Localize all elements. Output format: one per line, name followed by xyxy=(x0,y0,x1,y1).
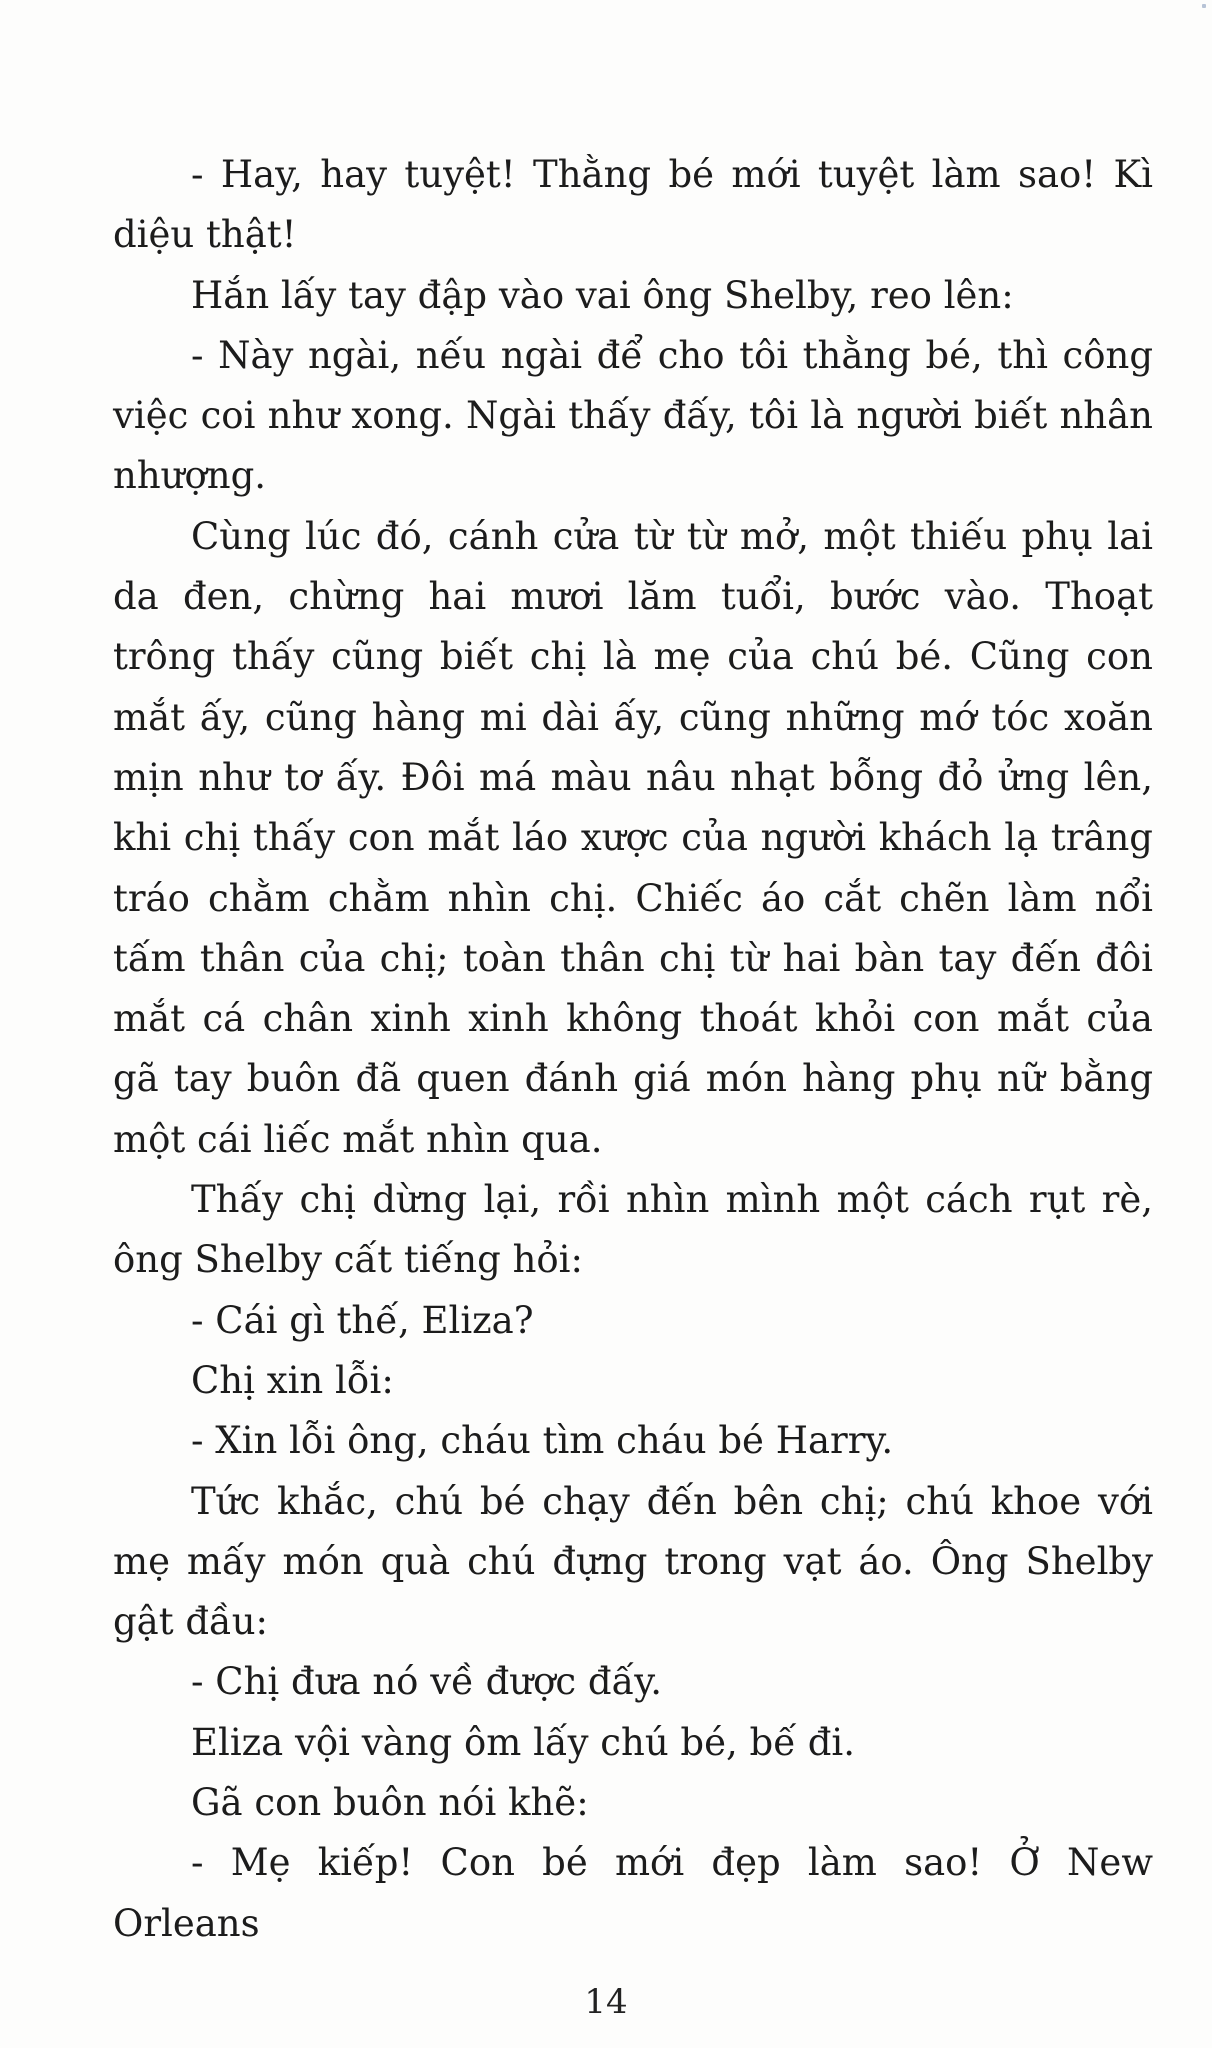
paragraph: Chị xin lỗi: xyxy=(191,1358,394,1402)
paragraph: Hắn lấy tay đập vào vai ông Shelby, reo lên: xyxy=(191,273,1014,317)
paragraph: - Xin lỗi ông, cháu tìm cháu bé Harry. xyxy=(191,1419,894,1463)
paragraph: Thấy chị dừng lại, rồi nhìn mình một cách rụt rè, ông Shelby cất tiếng hỏi: xyxy=(113,1178,1153,1282)
paragraph: - Cái gì thế, Eliza? xyxy=(191,1298,534,1342)
paragraph: Cùng lúc đó, cánh cửa từ từ mở, một thiếu phụ lai da đen, chừng hai mươi lăm tuổi, bước vào. Thoạt trông thấy cũng biết chị là mẹ của chú bé. Cũng con mắt ấy, cũng hàng mi dài ấy, cũng những mớ tóc xoăn mịn như tơ ấy. Đôi má màu nâu nhạt bỗng đỏ ửng lên, khi chị thấy con mắt láo xược của người khách lạ trâng tráo chằm chằm nhìn chị. Chiếc áo cắt chẽn làm nổi tấm thân của chị; toàn thân chị từ hai bàn tay đến đôi mắt cá chân xinh xinh không thoát khỏi con mắt của gã tay buôn đã quen đánh giá món hàng phụ nữ bằng một cái liếc mắt nhìn qua. xyxy=(113,514,1153,1161)
page-number: 14 xyxy=(584,1982,628,2022)
paragraph: - Hay, hay tuyệt! Thằng bé mới tuyệt làm sao! Kì diệu thật! xyxy=(113,153,1153,257)
paragraph: Eliza vội vàng ôm lấy chú bé, bế đi. xyxy=(191,1720,856,1764)
paragraph: - Mẹ kiếp! Con bé mới đẹp làm sao! Ở New Orleans xyxy=(113,1841,1153,1945)
paragraph: - Chị đưa nó về được đấy. xyxy=(191,1660,663,1704)
paragraph: - Này ngài, nếu ngài để cho tôi thằng bé, thì công việc coi như xong. Ngài thấy đấy, tôi là người biết nhân nhượng. xyxy=(113,333,1153,498)
body-text xyxy=(113,145,1153,1954)
paragraph: Tức khắc, chú bé chạy đến bên chị; chú khoe với mẹ mấy món quà chú đựng trong vạt áo. Ông Shelby gật đầu: xyxy=(113,1479,1153,1644)
corner-mark xyxy=(1202,4,1206,8)
paragraph: Gã con buôn nói khẽ: xyxy=(191,1781,589,1825)
